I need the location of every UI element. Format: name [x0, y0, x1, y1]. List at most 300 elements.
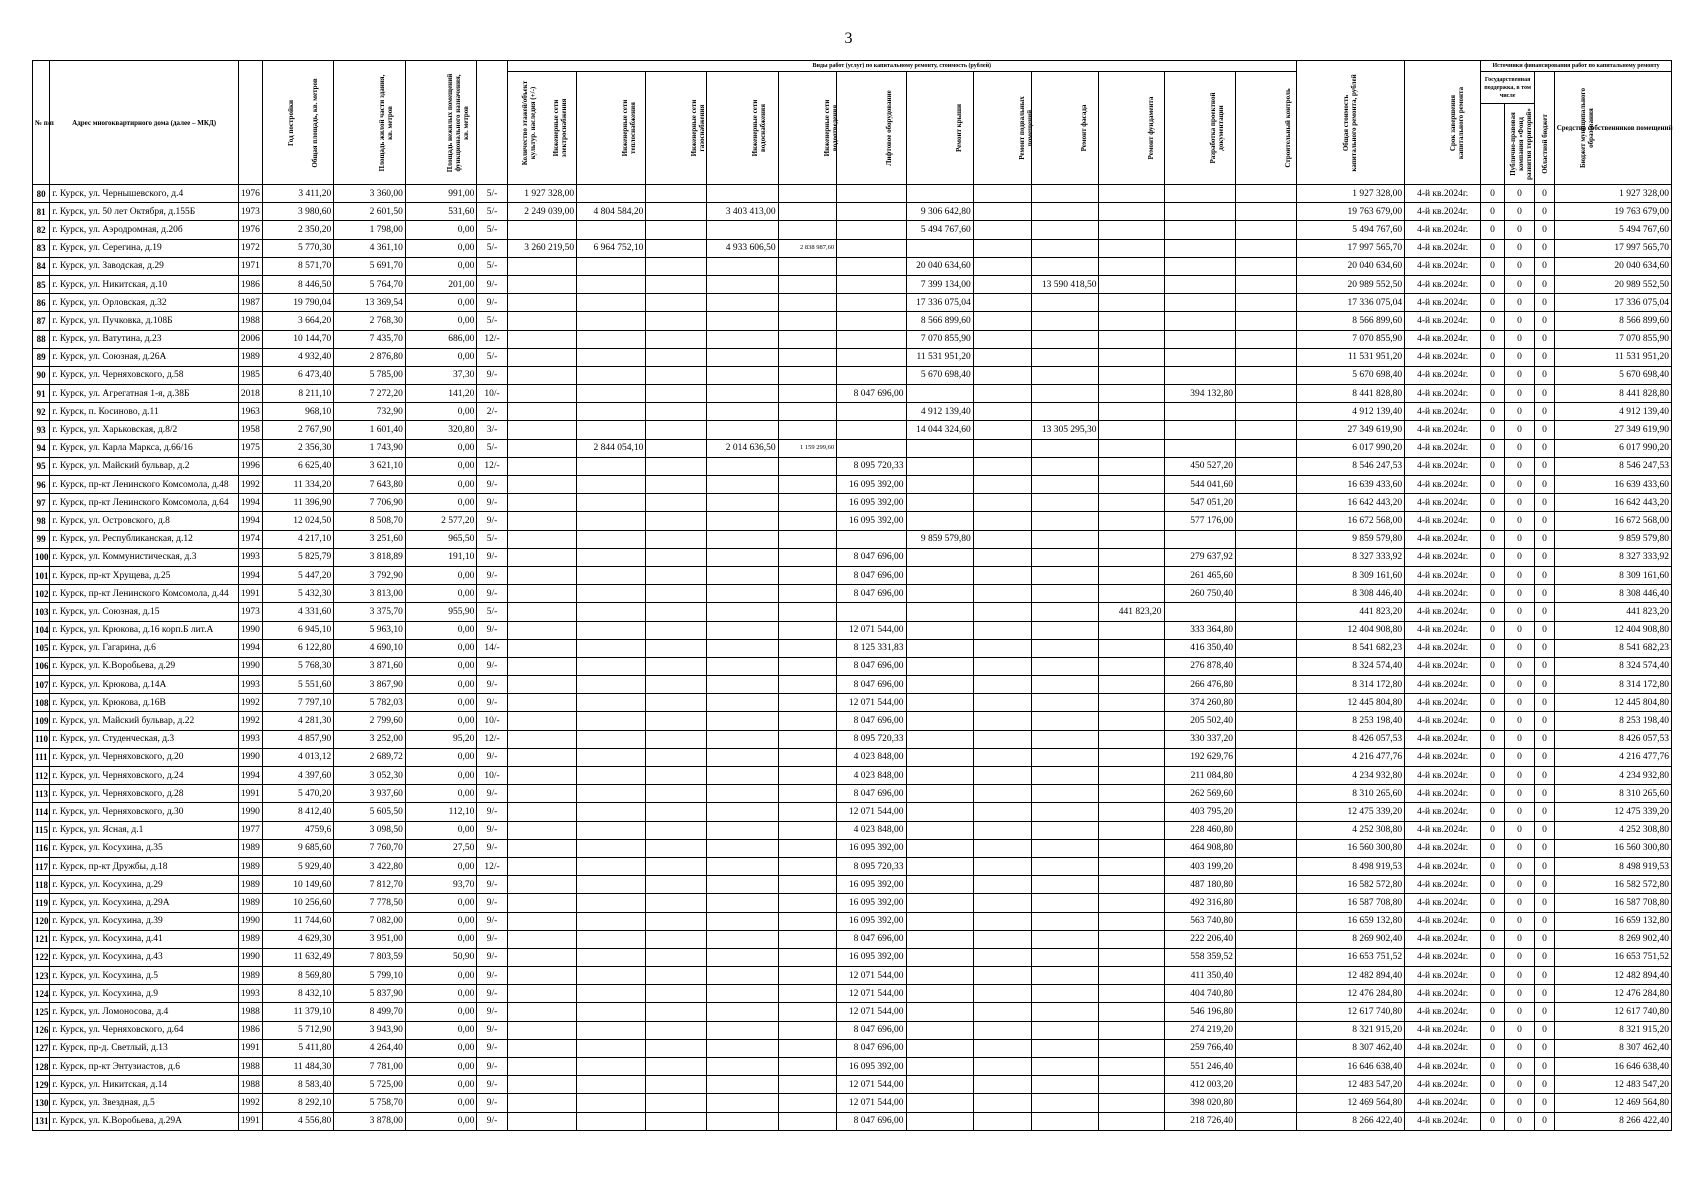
regional-budget-cell: 0 — [1504, 330, 1534, 348]
work-cost-cell — [906, 185, 973, 203]
living-area-cell: 7 643,80 — [334, 476, 406, 494]
fund-support-cell: 0 — [1481, 985, 1505, 1003]
owners-funds-cell: 8 266 422,40 — [1554, 1112, 1671, 1130]
living-area-cell: 5 782,03 — [334, 694, 406, 712]
fund-support-cell: 0 — [1481, 221, 1505, 239]
work-cost-cell — [973, 1094, 1032, 1112]
owners-funds-cell: 16 642 443,20 — [1554, 494, 1671, 512]
work-cost-cell — [507, 639, 576, 657]
address-cell: г. Курск, ул. Никитская, д.10 — [50, 275, 239, 293]
deadline-cell: 4-й кв.2024г. — [1405, 803, 1481, 821]
work-cost-cell — [778, 548, 837, 566]
work-cost-cell — [1236, 967, 1297, 985]
work-cost-cell — [1099, 548, 1164, 566]
work-cost-cell — [577, 330, 646, 348]
work-cost-cell — [973, 439, 1032, 457]
total-area-cell: 10 149,60 — [262, 876, 334, 894]
fund-support-cell: 0 — [1481, 366, 1505, 384]
work-cost-cell — [1236, 494, 1297, 512]
work-cost-cell — [778, 294, 837, 312]
address-cell: г. Курск, ул. Аэродромная, д.20б — [50, 221, 239, 239]
total-cost-cell: 8 253 198,40 — [1296, 712, 1404, 730]
floors-cell: 12/- — [477, 330, 507, 348]
work-cost-cell — [778, 712, 837, 730]
owners-funds-cell: 8 253 198,40 — [1554, 712, 1671, 730]
work-cost-cell — [973, 1076, 1032, 1094]
regional-budget-cell: 0 — [1504, 712, 1534, 730]
work-cost-cell — [577, 821, 646, 839]
year-cell: 1988 — [238, 312, 262, 330]
work-cost-cell — [778, 1058, 837, 1076]
work-cost-cell — [577, 1039, 646, 1057]
work-cost-cell — [906, 767, 973, 785]
work-cost-cell: 544 041,60 — [1164, 476, 1236, 494]
work-cost-cell — [778, 257, 837, 275]
table-row — [33, 348, 1672, 366]
living-area-cell: 7 778,50 — [334, 894, 406, 912]
work-cost-cell — [507, 821, 576, 839]
nonres-area-cell: 955,90 — [405, 603, 477, 621]
work-cost-cell — [1099, 239, 1164, 257]
work-cost-cell — [577, 348, 646, 366]
regional-budget-cell: 0 — [1504, 403, 1534, 421]
work-cost-cell — [1032, 948, 1099, 966]
total-area-cell: 11 334,20 — [262, 476, 334, 494]
work-cost-cell — [707, 894, 779, 912]
work-cost-cell — [1164, 257, 1236, 275]
nonres-area-cell: 0,00 — [405, 821, 477, 839]
deadline-cell: 4-й кв.2024г. — [1405, 985, 1481, 1003]
work-cost-cell — [973, 894, 1032, 912]
work-cost-cell — [973, 785, 1032, 803]
total-area-cell: 4 857,90 — [262, 730, 334, 748]
total-cost-cell: 4 252 308,80 — [1296, 821, 1404, 839]
work-cost-cell — [1032, 439, 1099, 457]
work-cost-cell — [646, 985, 707, 1003]
total-area-cell: 4 556,80 — [262, 1112, 334, 1130]
header-num: № п/п — [33, 61, 50, 185]
row-number: 119 — [33, 894, 50, 912]
total-cost-cell: 8 541 682,23 — [1296, 639, 1404, 657]
work-cost-cell — [507, 621, 576, 639]
floors-cell: 9/- — [477, 839, 507, 857]
total-area-cell: 3 980,60 — [262, 203, 334, 221]
work-cost-cell — [707, 512, 779, 530]
nonres-area-cell: 37,30 — [405, 366, 477, 384]
work-cost-cell — [1099, 257, 1164, 275]
work-cost-cell — [507, 803, 576, 821]
floors-cell: 12/- — [477, 730, 507, 748]
work-cost-cell — [973, 1039, 1032, 1057]
work-cost-cell — [837, 403, 906, 421]
work-cost-cell — [507, 585, 576, 603]
floors-cell: 9/- — [477, 621, 507, 639]
work-cost-cell — [1099, 894, 1164, 912]
work-cost-cell — [973, 912, 1032, 930]
work-cost-cell — [577, 985, 646, 1003]
total-area-cell: 6 945,10 — [262, 621, 334, 639]
living-area-cell: 5 785,00 — [334, 366, 406, 384]
nonres-area-cell: 0,00 — [405, 294, 477, 312]
total-area-cell: 8 292,10 — [262, 1094, 334, 1112]
work-cost-cell — [507, 512, 576, 530]
owners-funds-cell: 8 498 919,53 — [1554, 857, 1671, 875]
work-cost-cell — [1236, 930, 1297, 948]
floors-cell: 9/- — [477, 1039, 507, 1057]
municipal-budget-cell: 0 — [1535, 894, 1555, 912]
fund-support-cell: 0 — [1481, 730, 1505, 748]
work-cost-cell — [1164, 239, 1236, 257]
work-cost-cell — [1099, 566, 1164, 584]
total-cost-cell: 16 659 132,80 — [1296, 912, 1404, 930]
total-area-cell: 11 484,30 — [262, 1058, 334, 1076]
work-cost-cell: 12 071 544,00 — [837, 1076, 906, 1094]
work-cost-cell — [707, 275, 779, 293]
address-cell: г. Курск, ул. 50 лет Октября, д.155Б — [50, 203, 239, 221]
regional-budget-cell: 0 — [1504, 730, 1534, 748]
living-area-cell: 3 813,00 — [334, 585, 406, 603]
work-cost-cell: 13 305 295,30 — [1032, 421, 1099, 439]
total-area-cell: 2 356,30 — [262, 439, 334, 457]
municipal-budget-cell: 0 — [1535, 639, 1555, 657]
living-area-cell: 5 605,50 — [334, 803, 406, 821]
municipal-budget-cell: 0 — [1535, 366, 1555, 384]
work-cost-cell — [837, 421, 906, 439]
floors-cell: 5/- — [477, 185, 507, 203]
fund-support-cell: 0 — [1481, 657, 1505, 675]
work-cost-cell — [973, 657, 1032, 675]
living-area-cell: 2 601,50 — [334, 203, 406, 221]
work-cost-cell — [577, 403, 646, 421]
work-cost-cell — [778, 985, 837, 1003]
work-cost-cell — [778, 512, 837, 530]
row-number: 94 — [33, 439, 50, 457]
work-cost-cell — [646, 1003, 707, 1021]
total-cost-cell: 4 216 477,76 — [1296, 748, 1404, 766]
work-cost-cell — [646, 221, 707, 239]
total-cost-cell: 12 475 339,20 — [1296, 803, 1404, 821]
regional-budget-cell: 0 — [1504, 1058, 1534, 1076]
municipal-budget-cell: 0 — [1535, 985, 1555, 1003]
deadline-cell: 4-й кв.2024г. — [1405, 1058, 1481, 1076]
work-cost-cell — [1032, 530, 1099, 548]
total-area-cell: 6 625,40 — [262, 457, 334, 475]
work-cost-cell — [646, 930, 707, 948]
work-cost-cell — [507, 312, 576, 330]
table-row — [33, 1112, 1672, 1130]
work-cost-cell — [646, 912, 707, 930]
repair-table — [32, 60, 1672, 1131]
work-cost-cell — [577, 730, 646, 748]
work-cost-cell — [1032, 257, 1099, 275]
work-cost-cell — [1236, 730, 1297, 748]
work-cost-cell — [1236, 803, 1297, 821]
work-cost-cell: 7 399 134,00 — [906, 275, 973, 293]
work-cost-cell — [1032, 330, 1099, 348]
table-row — [33, 530, 1672, 548]
work-cost-cell — [973, 530, 1032, 548]
work-cost-cell — [577, 185, 646, 203]
work-cost-cell — [707, 930, 779, 948]
work-cost-cell — [1032, 967, 1099, 985]
municipal-budget-cell: 0 — [1535, 876, 1555, 894]
municipal-budget-cell: 0 — [1535, 1003, 1555, 1021]
fund-support-cell: 0 — [1481, 676, 1505, 694]
work-cost-cell: 2 249 039,00 — [507, 203, 576, 221]
living-area-cell: 4 361,10 — [334, 239, 406, 257]
work-cost-cell — [778, 494, 837, 512]
deadline-cell: 4-й кв.2024г. — [1405, 967, 1481, 985]
work-cost-cell — [1032, 294, 1099, 312]
address-cell: г. Курск, ул. Крюкова, д.16 корп.Б лит.А — [50, 621, 239, 639]
work-cost-cell — [1164, 403, 1236, 421]
year-cell: 1985 — [238, 366, 262, 384]
header-work-facade: Ремонт фасада — [1032, 72, 1099, 185]
total-area-cell: 8 583,40 — [262, 1076, 334, 1094]
table-row — [33, 730, 1672, 748]
living-area-cell: 3 937,60 — [334, 785, 406, 803]
total-cost-cell: 8 566 899,60 — [1296, 312, 1404, 330]
municipal-budget-cell: 0 — [1535, 803, 1555, 821]
work-cost-cell — [577, 948, 646, 966]
table-row — [33, 203, 1672, 221]
owners-funds-cell: 8 310 265,60 — [1554, 785, 1671, 803]
municipal-budget-cell: 0 — [1535, 603, 1555, 621]
fund-support-cell: 0 — [1481, 639, 1505, 657]
nonres-area-cell: 27,50 — [405, 839, 477, 857]
work-cost-cell — [1032, 512, 1099, 530]
deadline-cell: 4-й кв.2024г. — [1405, 1039, 1481, 1057]
work-cost-cell — [577, 967, 646, 985]
work-cost-cell — [1099, 512, 1164, 530]
table-row — [33, 548, 1672, 566]
floors-cell: 3/- — [477, 421, 507, 439]
regional-budget-cell: 0 — [1504, 676, 1534, 694]
work-cost-cell — [707, 566, 779, 584]
work-cost-cell: 20 040 634,60 — [906, 257, 973, 275]
deadline-cell: 4-й кв.2024г. — [1405, 767, 1481, 785]
floors-cell: 9/- — [477, 785, 507, 803]
work-cost-cell — [707, 621, 779, 639]
nonres-area-cell: 0,00 — [405, 985, 477, 1003]
table-row — [33, 239, 1672, 257]
total-area-cell: 5 447,20 — [262, 566, 334, 584]
work-cost-cell — [973, 767, 1032, 785]
row-number: 113 — [33, 785, 50, 803]
work-cost-cell — [707, 257, 779, 275]
regional-budget-cell: 0 — [1504, 257, 1534, 275]
work-cost-cell — [507, 548, 576, 566]
work-cost-cell — [707, 839, 779, 857]
work-cost-cell — [507, 257, 576, 275]
fund-support-cell: 0 — [1481, 603, 1505, 621]
owners-funds-cell: 8 566 899,60 — [1554, 312, 1671, 330]
total-cost-cell: 441 823,20 — [1296, 603, 1404, 621]
work-cost-cell — [646, 676, 707, 694]
floors-cell: 9/- — [477, 494, 507, 512]
work-cost-cell — [707, 748, 779, 766]
work-cost-cell — [577, 512, 646, 530]
municipal-budget-cell: 0 — [1535, 912, 1555, 930]
nonres-area-cell: 965,50 — [405, 530, 477, 548]
regional-budget-cell: 0 — [1504, 948, 1534, 966]
fund-support-cell: 0 — [1481, 185, 1505, 203]
work-cost-cell — [1099, 785, 1164, 803]
total-cost-cell: 17 336 075,04 — [1296, 294, 1404, 312]
work-cost-cell: 333 364,80 — [1164, 621, 1236, 639]
year-cell: 2006 — [238, 330, 262, 348]
row-number: 92 — [33, 403, 50, 421]
work-cost-cell — [1099, 203, 1164, 221]
address-cell: г. Курск, ул. Майский бульвар, д.2 — [50, 457, 239, 475]
total-area-cell: 9 685,60 — [262, 839, 334, 857]
work-cost-cell — [507, 1112, 576, 1130]
total-area-cell: 4 932,40 — [262, 348, 334, 366]
work-cost-cell — [1099, 730, 1164, 748]
work-cost-cell: 205 502,40 — [1164, 712, 1236, 730]
work-cost-cell — [1032, 566, 1099, 584]
table-row — [33, 985, 1672, 1003]
work-cost-cell — [707, 1058, 779, 1076]
owners-funds-cell: 12 617 740,80 — [1554, 1003, 1671, 1021]
total-area-cell: 8 412,40 — [262, 803, 334, 821]
total-cost-cell: 8 426 057,53 — [1296, 730, 1404, 748]
living-area-cell: 5 758,70 — [334, 1094, 406, 1112]
work-cost-cell — [1236, 457, 1297, 475]
work-cost-cell — [1032, 1003, 1099, 1021]
deadline-cell: 4-й кв.2024г. — [1405, 894, 1481, 912]
work-cost-cell — [778, 694, 837, 712]
deadline-cell: 4-й кв.2024г. — [1405, 857, 1481, 875]
fund-support-cell: 0 — [1481, 1094, 1505, 1112]
fund-support-cell: 0 — [1481, 530, 1505, 548]
total-cost-cell: 16 646 638,40 — [1296, 1058, 1404, 1076]
work-cost-cell — [1099, 912, 1164, 930]
deadline-cell: 4-й кв.2024г. — [1405, 676, 1481, 694]
work-cost-cell — [973, 803, 1032, 821]
work-cost-cell — [973, 257, 1032, 275]
floors-cell: 9/- — [477, 294, 507, 312]
work-cost-cell — [1032, 857, 1099, 875]
row-number: 115 — [33, 821, 50, 839]
work-cost-cell — [507, 839, 576, 857]
work-cost-cell: 260 750,40 — [1164, 585, 1236, 603]
nonres-area-cell: 50,90 — [405, 948, 477, 966]
owners-funds-cell: 8 546 247,53 — [1554, 457, 1671, 475]
work-cost-cell: 3 260 219,50 — [507, 239, 576, 257]
year-cell: 1977 — [238, 821, 262, 839]
row-number: 116 — [33, 839, 50, 857]
work-cost-cell — [1099, 676, 1164, 694]
work-cost-cell — [906, 1021, 973, 1039]
work-cost-cell — [707, 403, 779, 421]
year-cell: 1992 — [238, 694, 262, 712]
floors-cell: 5/- — [477, 530, 507, 548]
work-cost-cell — [646, 512, 707, 530]
work-cost-cell: 398 020,80 — [1164, 1094, 1236, 1112]
regional-budget-cell: 0 — [1504, 385, 1534, 403]
work-cost-cell — [1236, 348, 1297, 366]
work-cost-cell — [1236, 548, 1297, 566]
nonres-area-cell: 0,00 — [405, 857, 477, 875]
address-cell: г. Курск, ул. Островского, д.8 — [50, 512, 239, 530]
work-cost-cell — [707, 294, 779, 312]
work-cost-cell — [1099, 985, 1164, 1003]
table-row — [33, 657, 1672, 675]
table-row — [33, 694, 1672, 712]
table-row — [33, 330, 1672, 348]
year-cell: 1986 — [238, 275, 262, 293]
year-cell: 1971 — [238, 257, 262, 275]
header-works-group: Виды работ (услуг) по капитальному ремонту, стоимость (рублей) — [507, 61, 1296, 72]
work-cost-cell — [1099, 839, 1164, 857]
header-total-cost: Общая стоимость капитального ремонта, рублей — [1296, 61, 1404, 185]
work-cost-cell — [778, 748, 837, 766]
work-cost-cell — [778, 566, 837, 584]
work-cost-cell: 4 023 848,00 — [837, 748, 906, 766]
header-floors-cultural: Количество этажей/объект культур. наследия (+/-) — [477, 61, 507, 185]
work-cost-cell — [906, 548, 973, 566]
total-cost-cell: 12 469 564,80 — [1296, 1094, 1404, 1112]
year-cell: 1958 — [238, 421, 262, 439]
fund-support-cell: 0 — [1481, 1076, 1505, 1094]
work-cost-cell — [507, 1076, 576, 1094]
work-cost-cell — [1236, 948, 1297, 966]
work-cost-cell — [1236, 312, 1297, 330]
owners-funds-cell: 8 324 574,40 — [1554, 657, 1671, 675]
work-cost-cell — [1099, 821, 1164, 839]
work-cost-cell — [906, 566, 973, 584]
work-cost-cell — [507, 494, 576, 512]
header-work-sewer: Инженерные сети водоотведения — [778, 72, 837, 185]
work-cost-cell — [646, 1112, 707, 1130]
row-number: 96 — [33, 476, 50, 494]
row-number: 114 — [33, 803, 50, 821]
floors-cell: 5/- — [477, 239, 507, 257]
work-cost-cell: 192 629,76 — [1164, 748, 1236, 766]
deadline-cell: 4-й кв.2024г. — [1405, 712, 1481, 730]
total-cost-cell: 16 560 300,80 — [1296, 839, 1404, 857]
work-cost-cell: 330 337,20 — [1164, 730, 1236, 748]
work-cost-cell — [906, 985, 973, 1003]
work-cost-cell — [1032, 203, 1099, 221]
municipal-budget-cell: 0 — [1535, 730, 1555, 748]
floors-cell: 10/- — [477, 767, 507, 785]
fund-support-cell: 0 — [1481, 785, 1505, 803]
work-cost-cell: 16 095 392,00 — [837, 512, 906, 530]
work-cost-cell — [577, 257, 646, 275]
owners-funds-cell: 8 269 902,40 — [1554, 930, 1671, 948]
work-cost-cell — [507, 1094, 576, 1112]
work-cost-cell — [778, 1003, 837, 1021]
work-cost-cell — [1099, 712, 1164, 730]
municipal-budget-cell: 0 — [1535, 821, 1555, 839]
work-cost-cell — [646, 857, 707, 875]
municipal-budget-cell: 0 — [1535, 312, 1555, 330]
work-cost-cell — [778, 803, 837, 821]
deadline-cell: 4-й кв.2024г. — [1405, 948, 1481, 966]
deadline-cell: 4-й кв.2024г. — [1405, 476, 1481, 494]
regional-budget-cell: 0 — [1504, 221, 1534, 239]
deadline-cell: 4-й кв.2024г. — [1405, 512, 1481, 530]
regional-budget-cell: 0 — [1504, 439, 1534, 457]
nonres-area-cell: 0,00 — [405, 1076, 477, 1094]
work-cost-cell — [973, 203, 1032, 221]
address-cell: г. Курск, ул. Пучковка, д.108Б — [50, 312, 239, 330]
total-area-cell: 4 331,60 — [262, 603, 334, 621]
regional-budget-cell: 0 — [1504, 530, 1534, 548]
row-number: 129 — [33, 1076, 50, 1094]
